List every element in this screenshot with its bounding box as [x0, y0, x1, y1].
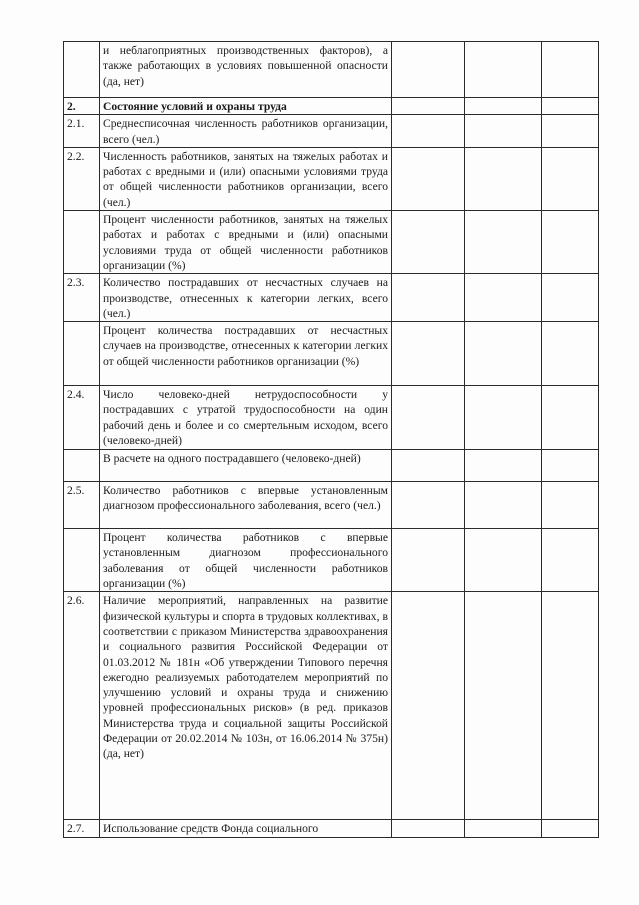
table-row — [64, 322, 599, 386]
value-cell — [465, 42, 542, 98]
table-row — [64, 482, 599, 529]
table-row — [64, 42, 599, 98]
value-cell — [542, 450, 599, 482]
value-cell — [392, 42, 465, 98]
value-cell — [542, 115, 599, 148]
row-number: 2.1. — [64, 115, 100, 148]
table-row — [64, 820, 599, 838]
row-number — [64, 322, 100, 386]
value-cell — [542, 482, 599, 529]
table-row — [64, 450, 599, 482]
table-row — [64, 529, 599, 592]
indicator-text: Количество работников с впервые установленным диагнозом профессионального заболевания, всего (чел.) — [100, 482, 392, 529]
value-cell — [542, 386, 599, 450]
value-cell — [542, 529, 599, 592]
value-cell — [465, 450, 542, 482]
value-cell — [392, 386, 465, 450]
value-cell — [465, 386, 542, 450]
value-cell — [465, 115, 542, 148]
table-row — [64, 211, 599, 274]
row-number — [64, 42, 100, 98]
value-cell — [465, 592, 542, 820]
indicators-table — [63, 41, 599, 838]
value-cell — [392, 592, 465, 820]
value-cell — [465, 274, 542, 322]
value-cell — [392, 274, 465, 322]
indicator-text: Количество пострадавших от несчастных случаев на производстве, отнесенных к категории легких, всего (чел.) — [100, 274, 392, 322]
indicator-text: В расчете на одного пострадавшего (человеко-дней) — [100, 450, 392, 482]
indicator-text: Использование средств Фонда социального — [100, 820, 392, 838]
value-cell — [542, 274, 599, 322]
row-number: 2.6. — [64, 592, 100, 820]
value-cell — [465, 820, 542, 838]
row-number: 2.5. — [64, 482, 100, 529]
section-heading: Состояние условий и охраны труда — [100, 98, 392, 115]
indicator-text: Число человеко-дней нетрудоспособности у пострадавших с утратой трудоспособности на один рабочий день и более и со смертельным исходом, всего (человеко-дней) — [100, 386, 392, 450]
value-cell — [465, 322, 542, 386]
row-number: 2.2. — [64, 147, 100, 210]
row-number: 2.4. — [64, 386, 100, 450]
value-cell — [392, 98, 465, 115]
indicator-text: Наличие мероприятий, направленных на развитие физической культуры и спорта в трудовых коллективах, в соответствии с приказом Министерства здравоохранения и социального развития Российской Федерации от 01.03.2012 № 181н «Об утверждении Типового перечня ежегодно реализуемых работодателем мероприятий по улучшению условий и охраны труда и снижению уровней профессиональных рисков» (в ред. приказов Министерства труда и социальной защиты Российской Федерации от 20.02.2014 № 103н, от 16.06.2014 № 375н) (да, нет) — [100, 592, 392, 820]
table-row — [64, 147, 599, 210]
value-cell — [465, 529, 542, 592]
indicator-text: Численность работников, занятых на тяжелых работах и работах с вредными и (или) опасными условиями труда от общей численности работников организации, всего (чел.) — [100, 147, 392, 210]
value-cell — [542, 42, 599, 98]
value-cell — [465, 482, 542, 529]
value-cell — [542, 322, 599, 386]
table-row — [64, 274, 599, 322]
value-cell — [465, 98, 542, 115]
value-cell — [392, 115, 465, 148]
table-body — [64, 42, 599, 838]
table-row — [64, 592, 599, 820]
row-number — [64, 529, 100, 592]
row-number: 2. — [64, 98, 100, 115]
row-number — [64, 211, 100, 274]
value-cell — [392, 147, 465, 210]
row-number — [64, 450, 100, 482]
value-cell — [542, 592, 599, 820]
indicator-text: Процент численности работников, занятых на тяжелых работах и работах с вредными и (или) опасными условиями труда от общей численности работников организации (%) — [100, 211, 392, 274]
value-cell — [392, 529, 465, 592]
row-number: 2.3. — [64, 274, 100, 322]
indicator-text: Процент количества пострадавших от несчастных случаев на производстве, отнесенных к категории легких от общей численности работников организации (%) — [100, 322, 392, 386]
table-row — [64, 115, 599, 148]
value-cell — [542, 147, 599, 210]
indicator-text: Процент количества работников с впервые установленным диагнозом профессионального заболевания от общей численности работников организации (%) — [100, 529, 392, 592]
value-cell — [465, 211, 542, 274]
value-cell — [542, 211, 599, 274]
value-cell — [392, 450, 465, 482]
table-row — [64, 386, 599, 450]
value-cell — [542, 820, 599, 838]
indicator-text: Среднесписочная численность работников организации, всего (чел.) — [100, 115, 392, 148]
value-cell — [392, 482, 465, 529]
value-cell — [392, 820, 465, 838]
value-cell — [392, 211, 465, 274]
value-cell — [542, 98, 599, 115]
indicator-text: и неблагоприятных производственных факторов), а также работающих в условиях повышенной опасности (да, нет) — [100, 42, 392, 98]
row-number: 2.7. — [64, 820, 100, 838]
value-cell — [465, 147, 542, 210]
value-cell — [392, 322, 465, 386]
table-row — [64, 98, 599, 115]
